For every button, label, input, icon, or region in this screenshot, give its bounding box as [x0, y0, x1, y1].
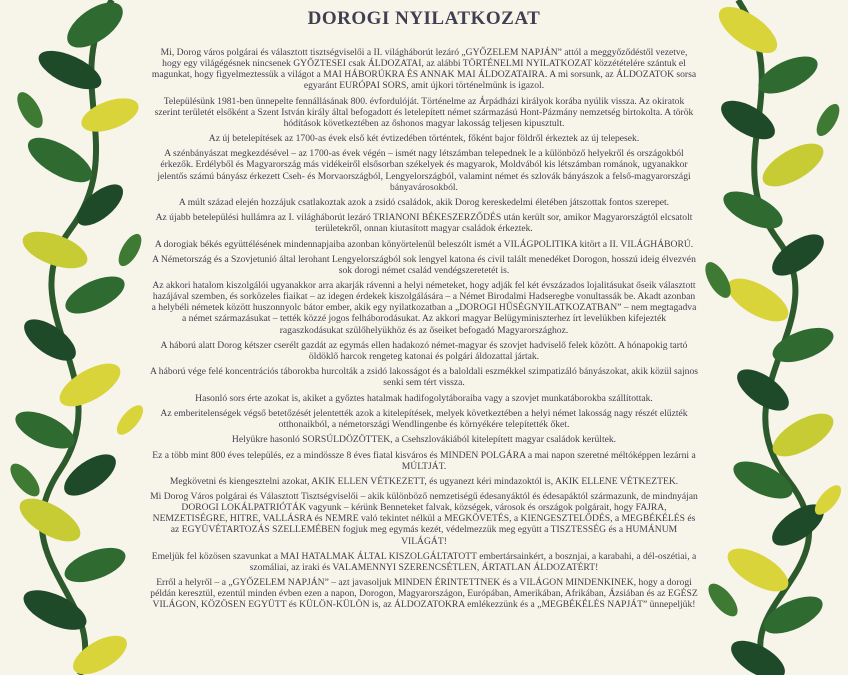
paragraph-6: Az újabb betelepülési hullámra az I. világháborút lezáró TRIANONI BÉKESZERZŐDÉS után került sor, amikor Magyarországtól elcsatolt területekről, onnan kiutasított magyar családok érkeztek. — [155, 212, 693, 235]
paragraph-9: Az akkori hatalom kiszolgálói ugyanakkor arra akarják rávenni a helyi németeket, hogy adják fel két évszázados lojalitásukat őseik választott hazájával szemben, és sorközeles fiaikat – az idegen érdekek kiszolgálására – a Német Birodalmi Hadseregbe vonultassák be. Akadt azonban a helybéli németek között huszonnyolc bátor ember, akik egy nyilatkozatban a „DOROGI HŰSÉGNYILATKOZATBAN” – nem megtagadva a német származásukat – tették közzé jogos felháborodásukat. Az akkori magyar Belügyminiszterhez írt levelükben kifejezték ragaszkodásukat szülőhelyükhöz és az őseiket befogadó Magyarországhoz. — [151, 280, 697, 336]
paragraph-7: A dorogiak békés együttélésének mindennapjaiba azonban könyörtelenül beleszólt ismét a VILÁGPOLITIKA kitört a II. VILÁGHÁBORÚ. — [154, 238, 694, 250]
paragraph-10: A háború alatt Dorog kétszer cserélt gazdát az egymás ellen hadakozó német-magyar és szovjet hadviselő felek között. A hónapokig tartó öldöklő harcok rengeteg katonai és polgári áldozattal jártak. — [160, 339, 688, 362]
paragraph-14: Helyükre hasonló SORSÚLDÖZÖTTEK, a Csehszlovákiából kitelepített magyar családok kerültek. — [231, 434, 617, 446]
paragraph-13: Az emberitelenségek végső betetőzését jelentették azok a kitelepítések, melyek következtében a helyi német lakosság nagy részét elűzték otthonaikból, a németországi Wendlingenbe és környékére telepítették őket. — [160, 407, 688, 430]
paragraph-12: Hasonló sors érte azokat is, akiket a győztes hatalmak hadifogolytáboraiba vagy a szovjet munkatáborokba szállítottak. — [195, 392, 653, 404]
paragraph-15: Ez a több mint 800 éves település, ez a mindössze 8 éves fiatal kisváros és MINDEN POLGÁRA a mai napon szeretné méltóképpen lezárni a MÚLTJÁT. — [152, 449, 696, 472]
paragraph-18: Emeljük fel közösen szavunkat a MAI HATALMAK ÁLTAL KISZOLGÁLTATOTT embertársainkért, a bosznjai, a karabahi, a dél-oszétiai, a szomáliai, az iraki és VALAMENNYI SZERENCSÉTLEN, ÁRTATLAN ÁLDOZATÉRT! — [151, 550, 697, 573]
paragraph-5: A múlt század elején hozzájuk csatlakoztak azok a zsidó családok, akik Dorog kereskedelmi életében játszottak fontos szerepet. — [178, 196, 670, 208]
leaf-cluster-left — [5, 0, 147, 675]
left-floral-border — [0, 0, 150, 675]
paragraph-1: Mi, Dorog város polgárai és választott tisztségviselői a II. világháborút lezáró „GYŐZELEM NAPJÁN” attól a meggyőződéstől vezetve, hogy egy világégésnek nincsenek GYŐZTESEI csak ÁLDOZATAI, az alábbi TÖRTÉNELMI NYILATKOZAT közzétételére szántuk el magunkat, hogy figyelmeztessük a világot a MAI HÁBORÚKRA ÉS ANNAK MAI ÁLDOZATAIRA. A mi sorsunk, az ÁLDOZATOK sorsa egyaránt EURÓPAI SORS, amit újkori történelmünk is igazol. — [151, 47, 697, 92]
declaration-document — [150, 8, 698, 615]
paragraph-2: Településünk 1981-ben ünnepelte fennállásának 800. évfordulóját. Történelme az Árpádházi királyok korába nyúlik vissza. Az okiratok szerint területét elsőként a Szent István király által befogadott és letelepített német származású Hont-Pázmány nemzetség birtokolta. A török hódítások következtében az őshonos magyar lakosság teljesen kipusztult. — [154, 95, 694, 129]
paragraph-4: A szénbányászat megkezdésével – az 1700-as évek végén – ismét nagy létszámban telepednek le a különböző helyekről és országokból érkezők. Erdélyből és Magyarország más vidékeiről elsősorban székelyek és magyarok, Moldvából kis létszámban románok, ugyanakkor jelentős számú bányász érkezett Cseh- és Morvaországból, Lengyelországból, valamint német és szlovák bányászok a felső-magyarországi bányavárosokból. — [157, 148, 691, 193]
paragraph-8: A Németország és a Szovjetunió által lerohant Lengyelországból sok lengyel katona és civil talált menedéket Dorogon, hosszú ideig élvezvén sok dorogi német család vendégszeretetét is. — [152, 253, 696, 276]
paragraph-17: Mi Dorog Város polgárai és Választott Tisztségviselői – akik különböző nemzetiségű édesanyáktól és édesapáktól származunk, de mindnyájan DOROGI LOKÁLPATRIÓTÁK vagyunk – kérünk Benneteket falvak, községek, városok és országok polgárait, hogy FAJRA, NEMZETISÉGRE, HITRE, VALLÁSRA és NEMRE való tekintet nélkül a MEGKÖVETÉS, a KIENGESZTELŐDÉS, a MEGBÉKÉLÉS és az EGYÜVÉTARTOZÁS SZELLEMÉBEN fogjuk meg egymás kezét, védelmezzük meg együtt a TISZTESSÉG és a HUMÁNUM VILÁGÁT! — [150, 491, 698, 547]
paragraph-16: Megkövetni és kiengesztelni azokat, AKIK ELLEN VÉTKEZETT, és ugyanezt kéri mindazoktól is, AKIK ELLENE VÉTKEZTEK. — [169, 475, 679, 487]
leaf-cluster-right — [700, 0, 845, 675]
right-floral-border — [678, 0, 848, 675]
document-title: DOROGI NYILATKOZAT — [307, 8, 541, 29]
paragraph-11: A háború vége felé koncentrációs táborokba hurcolták a zsidó lakosságot és a baloldali eszmékkel szimpatizáló bányászokat, akik közül sajnos senki sem tért vissza. — [150, 366, 698, 389]
paragraph-3: Az új betelepítések az 1700-as évek első két évtizedében történtek, főként bajor földről érkeztek az új telepesek. — [208, 133, 640, 145]
paragraph-19: Erről a helyről – a „GYŐZELEM NAPJÁN” – azt javasoljuk MINDEN ÉRINTETTNEK és a VILÁGON MINDENKINEK, hogy a dorogi példán keresztül, ezentúl minden évben ezen a napon, Dorogon, Magyarországon, Európában, Amerikában, Afrikában, Ázsiában és az EGÉSZ VILÁGON, KÖZÖSEN EGYÜTT és KÜLÖN-KÜLÖN is, az ÁLDOZATOKRA emlékezzünk és a „MEGBÉKÉLÉS NAPJÁT” ünnepeljük! — [150, 577, 698, 611]
